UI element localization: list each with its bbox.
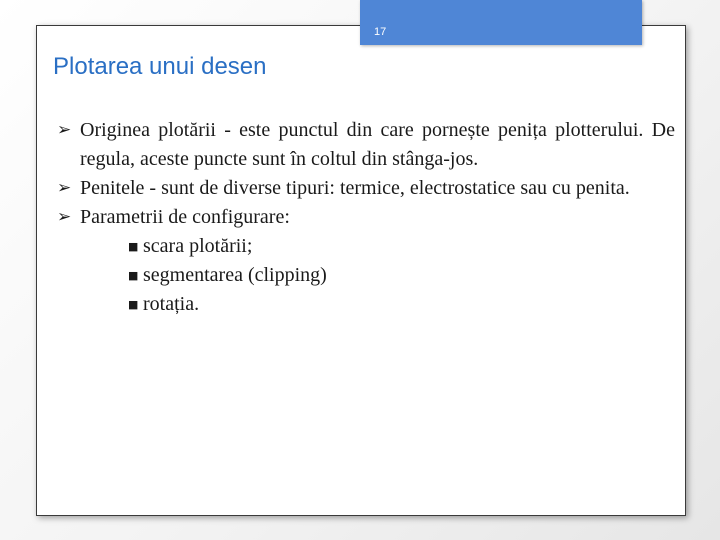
arrow-bullet-icon: ➢ [57,120,72,140]
bullet-item [57,203,675,232]
square-bullet-icon: ■ [128,269,139,282]
bullet-item [57,174,675,203]
slide-content [57,116,675,319]
bullet-text: Parametrii de configurare: [80,206,290,228]
square-bullet-icon: ■ [128,240,139,253]
sub-bullet-text: scara plotării; [143,235,253,257]
bullet-text: Originea plotării - este punctul din care pornește penița plotterului. De regula, aceste puncte sunt în coltul din stânga-jos. [80,119,675,170]
slide-number-tab [360,0,642,45]
sub-bullet-item [57,290,675,319]
sub-bullet-text: segmentarea (clipping) [143,264,327,286]
arrow-bullet-icon: ➢ [57,178,72,198]
sub-bullet-text: rotația. [143,293,200,315]
slide-title: Plotarea unui desen [53,53,267,80]
bullet-text: Penitele - sunt de diverse tipuri: termice, electrostatice sau cu penita. [80,177,630,199]
sub-bullet-item [57,261,675,290]
slide-number: 17 [374,26,387,38]
bullet-item [57,116,675,174]
sub-bullet-item [57,232,675,261]
square-bullet-icon: ■ [128,298,139,311]
arrow-bullet-icon: ➢ [57,207,72,227]
